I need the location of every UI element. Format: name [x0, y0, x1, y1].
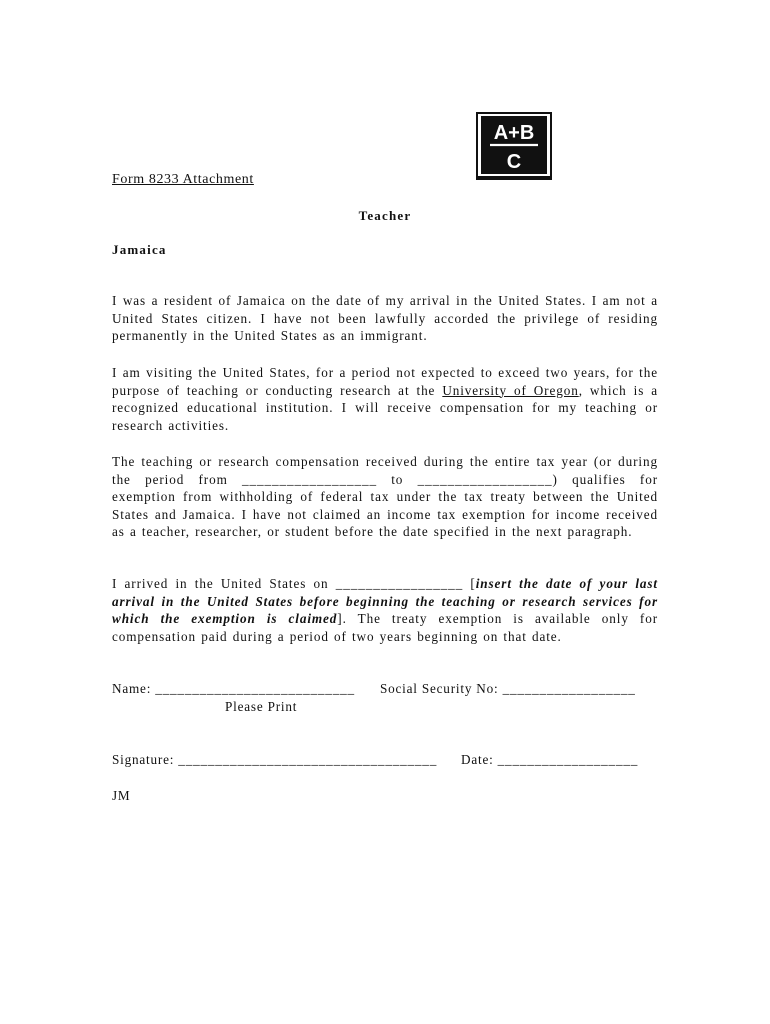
arrival-text-end: ]. The treaty exemption is available only for compensation paid during a period of two years beginning on that date. — [112, 611, 658, 644]
form-title: Form 8233 Attachment — [112, 172, 254, 187]
compensation-paragraph: The teaching or research compensation received during the entire tax year (or during the period from __________________ to __________________) qualifies for exemption from withholding of federal tax under the tax treaty between the United States and Jamaica. I have not claimed an income tax exemption for income received as a teacher, researcher, or student before the date specified in the next paragraph. — [112, 454, 658, 540]
ssn-field[interactable]: Social Security No: __________________ — [380, 681, 636, 696]
name-field[interactable]: Name: ___________________________ — [112, 681, 355, 696]
residency-paragraph: I was a resident of Jamaica on the date of my arrival in the United States. I am not a United States citizen. I have not been lawfully accorded the privilege of residing permanently in the United States as an immigrant. — [112, 293, 658, 344]
country-heading: Jamaica — [112, 242, 167, 257]
signature-field[interactable]: Signature: ___________________________________ — [112, 752, 438, 767]
chalkboard-logo — [476, 112, 552, 182]
initials: JM — [112, 788, 131, 803]
visit-purpose-text: I am visiting the United States, for a period not expected to exceed two years, for the purpose of teaching or conducting research at the — [112, 365, 658, 398]
print-note: Please Print — [225, 699, 298, 714]
visit-purpose-text-end: , which is a recognized educational institution. I will receive compensation for my teaching or research activities. — [112, 382, 658, 433]
arrival-instruction: insert the date of your last arrival in the United States before beginning the teaching or research services for which the exemption is claimed — [112, 576, 658, 627]
institution-name: University of Oregon — [442, 382, 579, 398]
arrival-text: I arrived in the United States on _________________ [ — [112, 576, 476, 591]
document-heading: Teacher — [358, 208, 412, 223]
chalkboard-bottom-text: C — [506, 151, 522, 173]
chalkboard-top-text: A+B — [493, 122, 535, 144]
chalkboard-tray — [478, 176, 550, 180]
arrival-paragraph — [112, 575, 658, 645]
visit-purpose-paragraph — [112, 364, 658, 434]
date-field[interactable]: Date: ___________________ — [461, 752, 639, 767]
